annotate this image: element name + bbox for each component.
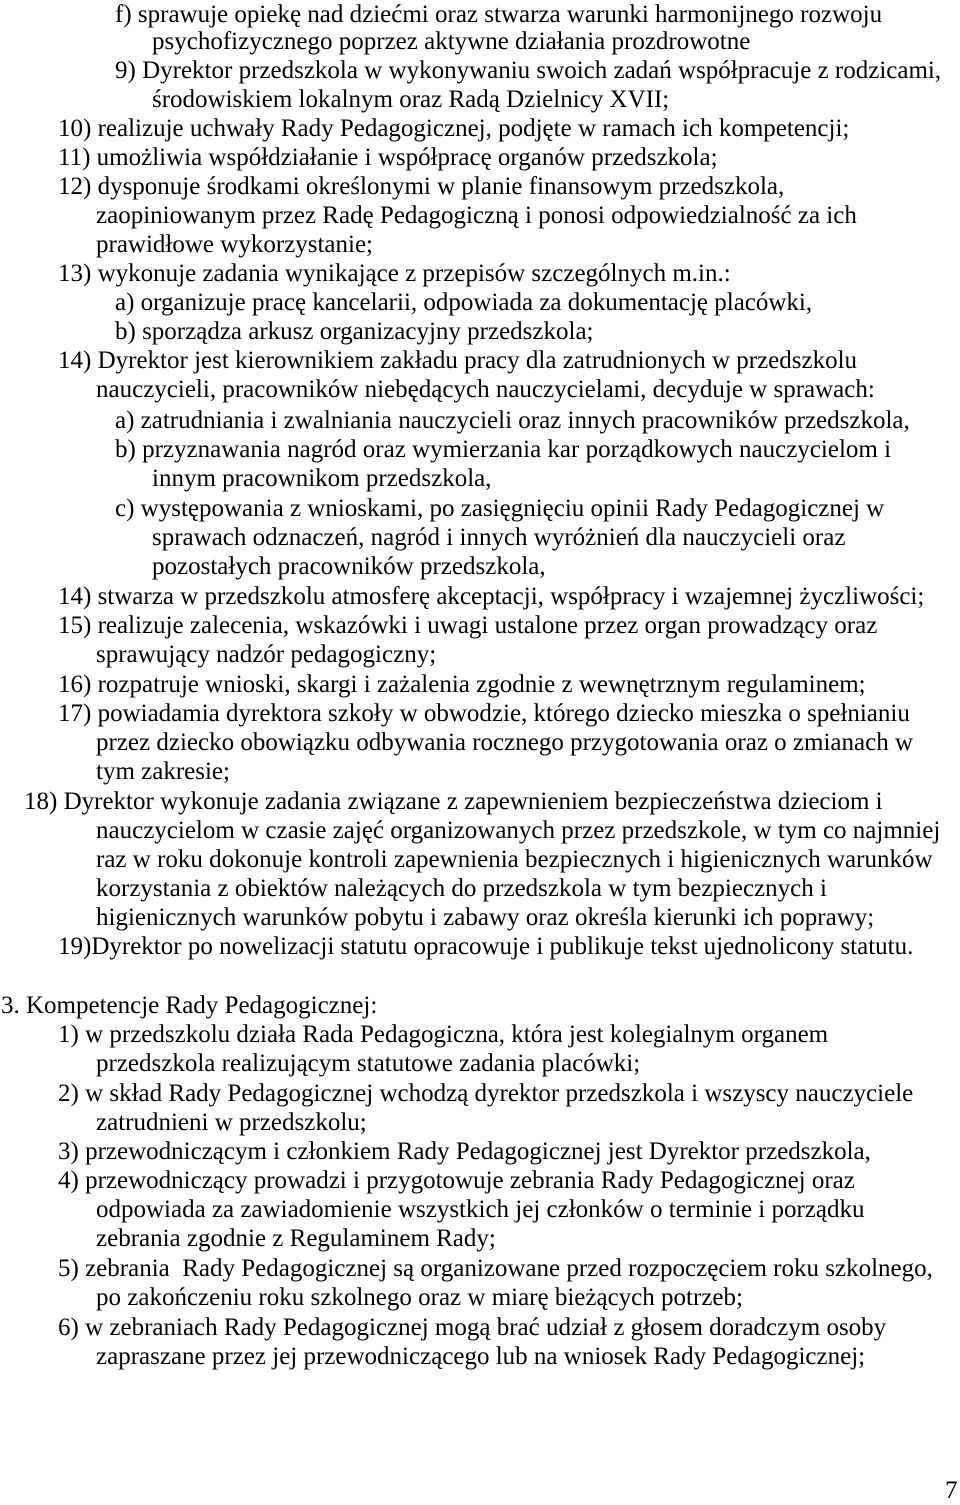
item-14c-line-1: c) występowania z wnioskami, po zasięgnięciu opinii Rady Pedagogicznej w [115,495,885,522]
item-14b-line-2: innym pracownikom przedszkola, [152,465,492,492]
section-3-item-2-line-1: 2) w skład Rady Pedagogicznej wchodzą dyrektor przedszkola i wszyscy nauczyciele [58,1080,914,1107]
item-17-line-2: przez dziecko obowiązku odbywania rocznego przygotowania oraz o zmianach w [96,729,914,756]
item-9-line-2: środowiskiem lokalnym oraz Radą Dzielnicy XVII; [152,86,670,113]
section-3-heading: 3. Kompetencje Rady Pedagogicznej: [1,992,378,1019]
item-13a: a) organizuje pracę kancelarii, odpowiada za dokumentację placówki, [115,289,813,316]
item-17-line-1: 17) powiadamia dyrektora szkoły w obwodzie, którego dziecko mieszka o spełnianiu [58,700,910,727]
item-18-line-3: raz w roku dokonuje kontroli zapewnienia bezpiecznych i higienicznych warunków [96,846,933,873]
item-18-line-2: nauczycielom w czasie zajęć organizowanych przez przedszkole, w tym co najmniej [96,817,941,844]
item-12-line-3: prawidłowe wykorzystanie; [96,231,374,258]
item-12-line-1: 12) dysponuje środkami określonymi w planie finansowym przedszkola, [58,173,785,200]
section-3-item-2-line-2: zatrudnieni w przedszkolu; [96,1109,367,1136]
page-number: 7 [945,1477,958,1504]
item-15-line-1: 15) realizuje zalecenia, wskazówki i uwagi ustalone przez organ prowadzący oraz [58,612,878,639]
item-14c-line-2: sprawach odznaczeń, nagród i innych wyróżnień dla nauczycieli oraz [152,524,846,551]
section-3-item-1-line-1: 1) w przedszkolu działa Rada Pedagogiczna, która jest kolegialnym organem [58,1021,829,1048]
item-18-line-4: korzystania z obiektów należących do przedszkola w tym bezpiecznych i [96,875,827,902]
item-10: 10) realizuje uchwały Rady Pedagogicznej, podjęte w ramach ich kompetencji; [58,115,850,142]
item-14-line-2: nauczycieli, pracowników niebędących nauczycielami, decyduje w sprawach: [96,376,875,403]
item-16: 16) rozpatruje wnioski, skargi i zażalenia zgodnie z wewnętrznym regulaminem; [58,671,866,698]
section-3-item-4-line-2: odpowiada za zawiadomienie wszystkich jej członków o terminie i porządku [96,1196,865,1223]
item-14-second: 14) stwarza w przedszkolu atmosferę akceptacji, współpracy i wzajemnej życzliwości; [58,583,925,610]
item-11: 11) umożliwia współdziałanie i współpracę organów przedszkola; [58,144,718,171]
item-13: 13) wykonuje zadania wynikające z przepisów szczególnych m.in.: [58,260,731,287]
section-3-item-6-line-1: 6) w zebraniach Rady Pedagogicznej mogą brać udział z głosem doradczym osoby [58,1314,887,1341]
item-12-line-2: zaopiniowanym przez Radę Pedagogiczną i ponosi odpowiedzialność za ich [96,202,857,229]
section-3-item-5-line-1: 5) zebrania Rady Pedagogicznej są organizowane przed rozpoczęciem roku szkolnego, [58,1255,933,1282]
section-3-item-6-line-2: zapraszane przez jej przewodniczącego lub na wniosek Rady Pedagogicznej; [96,1343,866,1370]
section-3-item-4-line-3: zebrania zgodnie z Regulaminem Rady; [96,1225,496,1252]
section-3-item-1-line-2: przedszkola realizującym statutowe zadania placówki; [96,1050,641,1077]
item-18-line-1: 18) Dyrektor wykonuje zadania związane z zapewnieniem bezpieczeństwa dzieciom i [24,788,883,815]
item-14-line-1: 14) Dyrektor jest kierownikiem zakładu pracy dla zatrudnionych w przedszkolu [58,347,858,374]
section-3-item-3: 3) przewodniczącym i członkiem Rady Pedagogicznej jest Dyrektor przedszkola, [58,1138,871,1165]
item-14a: a) zatrudniania i zwalniania nauczycieli oraz innych pracowników przedszkola, [115,407,910,434]
item-13b: b) sporządza arkusz organizacyjny przedszkola; [115,318,594,345]
item-15-line-2: sprawujący nadzór pedagogiczny; [96,641,437,668]
item-f-line-2: psychofizycznego poprzez aktywne działania prozdrowotne [152,28,751,55]
item-14c-line-3: pozostałych pracowników przedszkola, [152,553,546,580]
item-18-line-5: higienicznych warunków pobytu i zabawy oraz określa kierunki ich poprawy; [96,904,875,931]
section-3-item-4-line-1: 4) przewodniczący prowadzi i przygotowuje zebrania Rady Pedagogicznej oraz [58,1167,855,1194]
item-f-line-1: f) sprawuje opiekę nad dziećmi oraz stwarza warunki harmonijnego rozwoju [115,1,883,28]
item-9-line-1: 9) Dyrektor przedszkola w wykonywaniu swoich zadań współpracuje z rodzicami, [115,57,942,84]
section-3-item-5-line-2: po zakończeniu roku szkolnego oraz w miarę bieżących potrzeb; [96,1284,743,1311]
item-14b-line-1: b) przyznawania nagród oraz wymierzania kar porządkowych nauczycielom i [115,436,892,463]
item-19: 19)Dyrektor po nowelizacji statutu opracowuje i publikuje tekst ujednolicony statutu. [58,933,914,960]
item-17-line-3: tym zakresie; [96,758,230,785]
